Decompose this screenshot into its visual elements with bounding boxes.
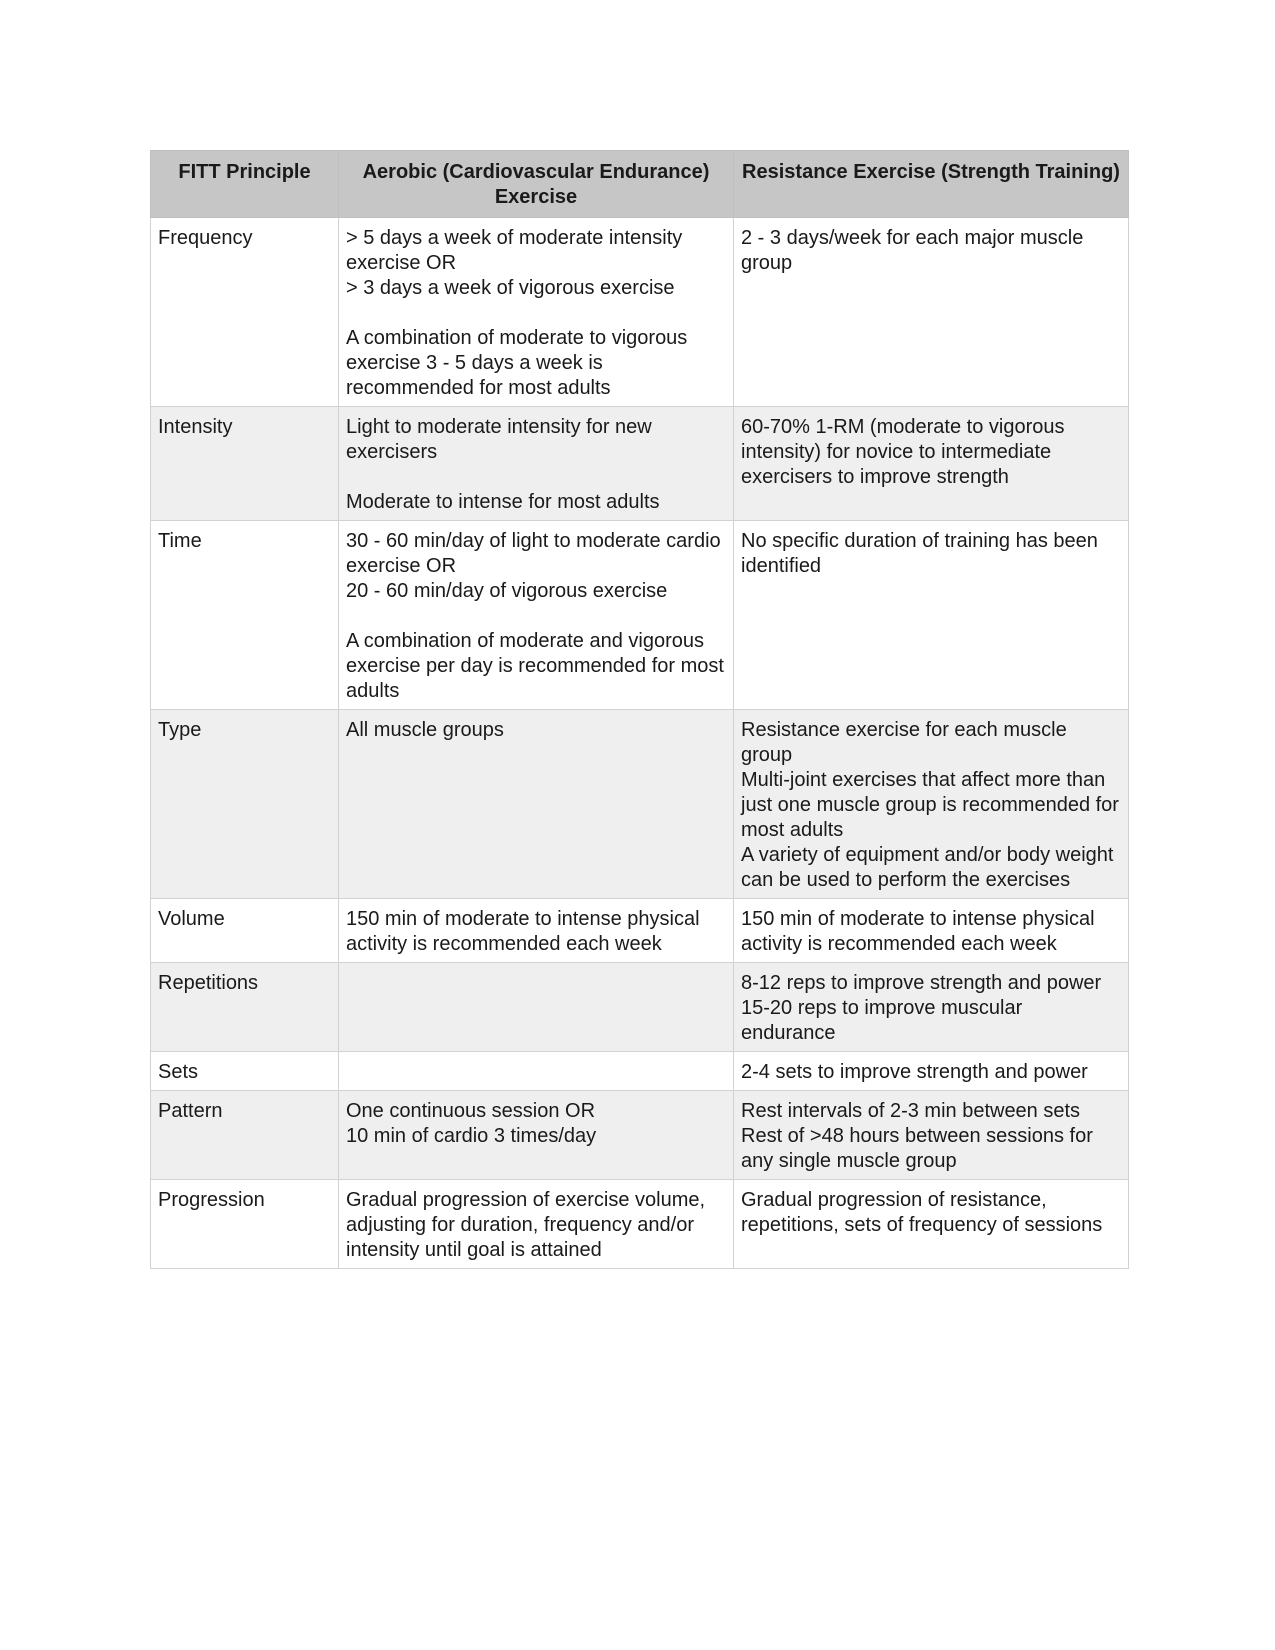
cell-principle: Volume	[151, 899, 339, 963]
cell-resistance: Rest intervals of 2-3 min between sets Rest of >48 hours between sessions for any single muscle group	[734, 1091, 1129, 1180]
cell-principle: Frequency	[151, 218, 339, 407]
cell-aerobic: All muscle groups	[339, 710, 734, 899]
cell-principle: Type	[151, 710, 339, 899]
table-row	[151, 1052, 1129, 1091]
document-page	[150, 150, 1128, 1269]
table-row	[151, 1180, 1129, 1269]
cell-aerobic: One continuous session OR 10 min of cardio 3 times/day	[339, 1091, 734, 1180]
table-row	[151, 710, 1129, 899]
cell-aerobic: Light to moderate intensity for new exercisers Moderate to intense for most adults	[339, 407, 734, 521]
cell-principle: Time	[151, 521, 339, 710]
cell-resistance: 150 min of moderate to intense physical activity is recommended each week	[734, 899, 1129, 963]
table-row	[151, 963, 1129, 1052]
cell-resistance: 2 - 3 days/week for each major muscle group	[734, 218, 1129, 407]
cell-principle: Pattern	[151, 1091, 339, 1180]
cell-aerobic: > 5 days a week of moderate intensity exercise OR > 3 days a week of vigorous exercise A combination of moderate to vigorous exercise 3 - 5 days a week is recommended for most adults	[339, 218, 734, 407]
cell-principle: Repetitions	[151, 963, 339, 1052]
cell-resistance: Gradual progression of resistance, repetitions, sets of frequency of sessions	[734, 1180, 1129, 1269]
header-fitt-principle: FITT Principle	[151, 151, 339, 218]
cell-resistance: 2-4 sets to improve strength and power	[734, 1052, 1129, 1091]
cell-principle: Intensity	[151, 407, 339, 521]
table-header-row	[151, 151, 1129, 218]
table-row	[151, 521, 1129, 710]
table-row	[151, 1091, 1129, 1180]
cell-resistance: Resistance exercise for each muscle group Multi-joint exercises that affect more than just one muscle group is recommended for most adults A variety of equipment and/or body weight can be used to perform the exercises	[734, 710, 1129, 899]
fitt-table	[150, 150, 1129, 1269]
cell-principle: Progression	[151, 1180, 339, 1269]
table-row	[151, 407, 1129, 521]
cell-resistance: 60-70% 1-RM (moderate to vigorous intensity) for novice to intermediate exercisers to improve strength	[734, 407, 1129, 521]
header-resistance: Resistance Exercise (Strength Training)	[734, 151, 1129, 218]
cell-aerobic: 30 - 60 min/day of light to moderate cardio exercise OR 20 - 60 min/day of vigorous exercise A combination of moderate and vigorous exercise per day is recommended for most adults	[339, 521, 734, 710]
cell-resistance: No specific duration of training has been identified	[734, 521, 1129, 710]
table-row	[151, 218, 1129, 407]
header-aerobic: Aerobic (Cardiovascular Endurance) Exercise	[339, 151, 734, 218]
cell-aerobic	[339, 963, 734, 1052]
cell-aerobic: 150 min of moderate to intense physical activity is recommended each week	[339, 899, 734, 963]
cell-aerobic	[339, 1052, 734, 1091]
cell-resistance: 8-12 reps to improve strength and power 15-20 reps to improve muscular endurance	[734, 963, 1129, 1052]
table-row	[151, 899, 1129, 963]
cell-aerobic: Gradual progression of exercise volume, adjusting for duration, frequency and/or intensity until goal is attained	[339, 1180, 734, 1269]
cell-principle: Sets	[151, 1052, 339, 1091]
